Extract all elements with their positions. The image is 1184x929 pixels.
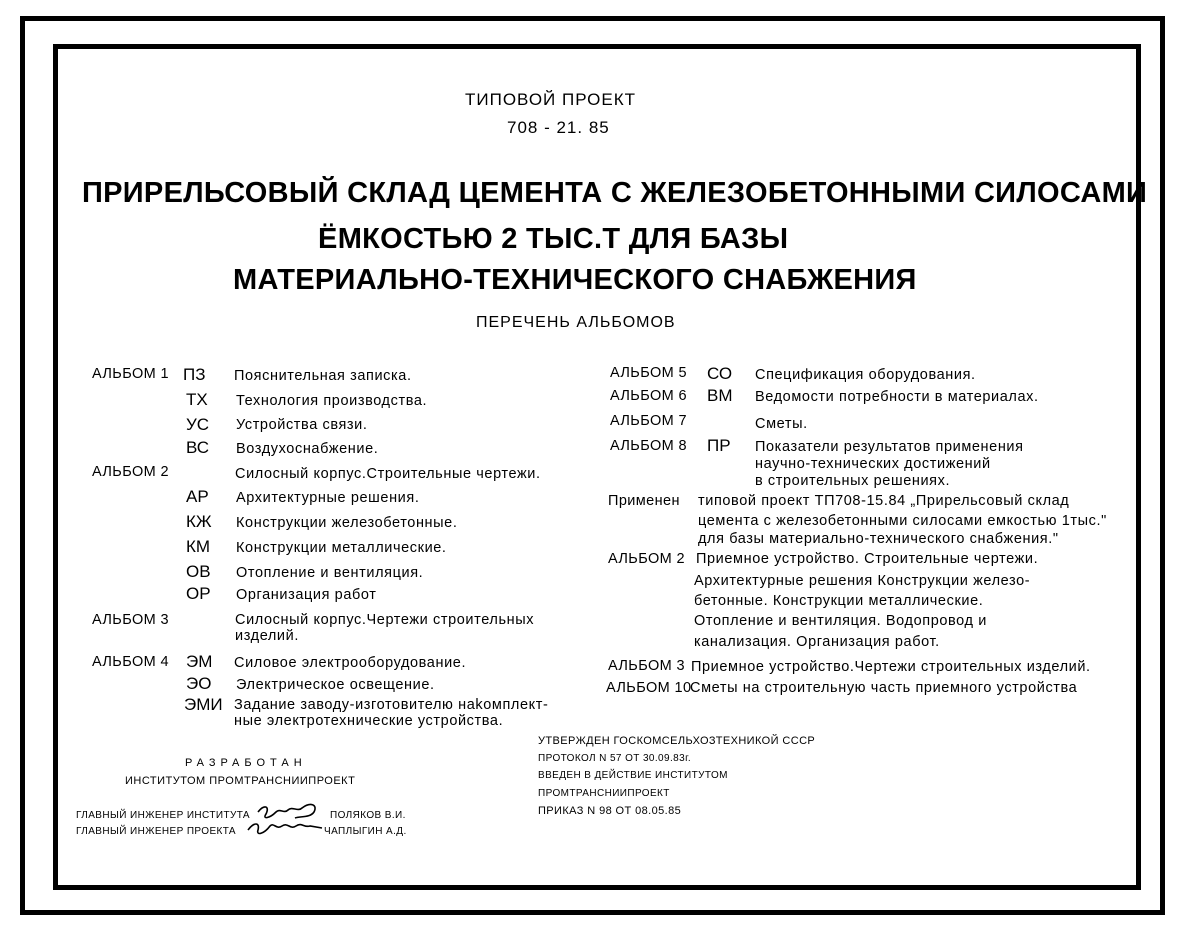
section-text: Отопление и вентиляция. <box>236 565 424 581</box>
album-label: АЛЬБОМ 7 <box>610 413 688 429</box>
approval-line: ПРОМТРАНСНИИПРОЕКТ <box>538 788 670 799</box>
album-label: АЛЬБОМ 6 <box>610 388 688 404</box>
section-code: СО <box>707 364 733 383</box>
section-text: Ведомости потребности в материалах. <box>755 389 1039 405</box>
album-label: АЛЬБОМ 8 <box>610 438 688 454</box>
section-text: Приемное устройство. Строительные чертежи. <box>696 551 1039 567</box>
section-text: ные электротехнические устройства. <box>234 713 504 729</box>
album-label: АЛЬБОМ 2 <box>608 551 686 567</box>
section-text: Силовое электрооборудование. <box>234 655 467 671</box>
section-code: ВМ <box>707 386 733 405</box>
section-text: Электрическое освещение. <box>236 677 435 693</box>
section-code: ВС <box>186 438 210 457</box>
chief-project-label: ГЛАВНЫЙ ИНЖЕНЕР ПРОЕКТА <box>76 826 237 837</box>
applied-text: для базы материально-технического снабжения." <box>698 531 1059 547</box>
section-text: Спецификация оборудования. <box>755 367 976 383</box>
developed-label: РАЗРАБОТАН <box>185 757 307 769</box>
section-text: Технология производства. <box>236 393 428 409</box>
project-number: 708 - 21. 85 <box>507 118 610 137</box>
album-label: АЛЬБОМ 10 <box>606 680 692 696</box>
section-text: Устройства связи. <box>236 417 368 433</box>
album-label: АЛЬБОМ 2 <box>92 464 170 480</box>
section-code: КЖ <box>186 512 212 531</box>
section-text: Воздухоснабжение. <box>236 441 379 457</box>
chief-institute-label: ГЛАВНЫЙ ИНЖЕНЕР ИНСТИТУТА <box>76 810 250 821</box>
album-label: АЛЬБОМ 4 <box>92 654 170 670</box>
approval-line: ВВЕДЕН В ДЕЙСТВИЕ ИНСТИТУТОМ <box>538 770 728 781</box>
section-text: в строительных решениях. <box>755 473 951 489</box>
section-text: Организация работ <box>236 587 377 603</box>
title-line-3: МАТЕРИАЛЬНО-ТЕХНИЧЕСКОГО СНАБЖЕНИЯ <box>233 264 917 296</box>
album-label: АЛЬБОМ 5 <box>610 365 688 381</box>
applied-label: Применен <box>608 493 680 509</box>
section-text: канализация. Организация работ. <box>694 634 940 650</box>
album-label: АЛЬБОМ 1 <box>92 366 170 382</box>
section-text: Архитектурные решения. <box>236 490 420 506</box>
signatures-image <box>240 800 325 840</box>
section-text: бетонные. Конструкции металлические. <box>694 593 984 609</box>
section-text: Задание заводу-изготовителю наkомплект- <box>234 697 549 713</box>
section-code: ОВ <box>186 562 211 581</box>
section-code: ТХ <box>186 390 208 409</box>
chief-project-name: ЧАПЛЫГИН А.Д. <box>324 826 407 837</box>
section-text: Силосный корпус.Чертежи строительных <box>235 612 535 628</box>
section-text: Конструкции железобетонные. <box>236 515 458 531</box>
section-text: Сметы. <box>755 416 808 432</box>
section-text: Силосный корпус.Строительные чертежи. <box>235 466 541 482</box>
section-text: Архитектурные решения Конструкции железо- <box>694 573 1031 589</box>
subtitle: ПЕРЕЧЕНЬ АЛЬБОМОВ <box>476 314 676 331</box>
title-line-2: ЁМКОСТЬЮ 2 ТЫС.Т ДЛЯ БАЗЫ <box>318 223 789 255</box>
album-label: АЛЬБОМ 3 <box>92 612 170 628</box>
approval-line: УТВЕРЖДЕН ГОСКОМСЕЛЬХОЗТЕХНИКОЙ СССР <box>538 735 816 747</box>
section-text: Приемное устройство.Чертежи строительных изделий. <box>691 659 1091 675</box>
section-text: изделий. <box>235 628 299 644</box>
section-code: АР <box>186 487 209 506</box>
section-code: ЭМ <box>186 652 213 671</box>
section-code: УС <box>186 415 210 434</box>
section-text: Показатели результатов применения <box>755 439 1024 455</box>
section-text: Сметы на строительную часть приемного устройства <box>690 680 1078 696</box>
section-code: ПЗ <box>183 365 206 384</box>
section-code: ОР <box>186 584 211 603</box>
section-code: ЭО <box>186 674 212 693</box>
approval-line: ПРИКАЗ N 98 ОТ 08.05.85 <box>538 805 682 817</box>
section-text: Конструкции металлические. <box>236 540 447 556</box>
title-line-1: ПРИРЕЛЬСОВЫЙ СКЛАД ЦЕМЕНТА С ЖЕЛЕЗОБЕТОННЫМИ СИЛОСАМИ <box>82 177 1148 209</box>
section-code: ПР <box>707 436 731 455</box>
applied-text: цемента с железобетонными силосами емкостью 1тыс." <box>698 513 1107 529</box>
album-label: АЛЬБОМ 3 <box>608 658 686 674</box>
approval-line: ПРОТОКОЛ N 57 ОТ 30.09.83г. <box>538 753 692 764</box>
section-text: научно-технических достижений <box>755 456 991 472</box>
section-text: Пояснительная записка. <box>234 368 412 384</box>
applied-text: типовой проект ТП708-15.84 „Прирельсовый склад <box>698 493 1070 509</box>
section-text: Отопление и вентиляция. Водопровод и <box>694 613 987 629</box>
chief-institute-name: ПОЛЯКОВ В.И. <box>330 810 406 821</box>
section-code: ЭМИ <box>184 695 223 714</box>
institute-name: ИНСТИТУТОМ ПРОМТРАНСНИИПРОЕКТ <box>125 775 356 787</box>
project-type: ТИПОВОЙ ПРОЕКТ <box>465 90 637 109</box>
section-code: КМ <box>186 537 211 556</box>
